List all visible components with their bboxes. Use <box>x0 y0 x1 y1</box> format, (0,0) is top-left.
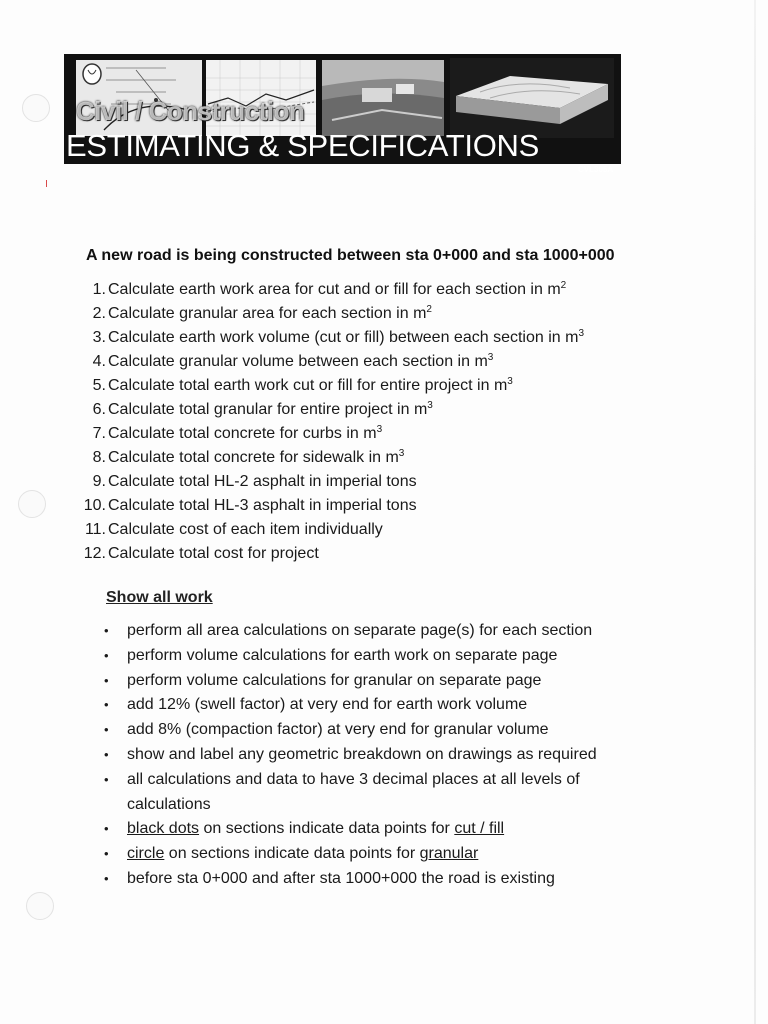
note-text: perform volume calculations for granular on separate page <box>127 671 542 689</box>
punch-hole-bottom <box>26 892 54 920</box>
list-item <box>104 619 664 644</box>
unit-exponent: 3 <box>507 376 513 387</box>
banner-title: ESTIMATING & SPECIFICATIONS <box>66 128 540 163</box>
task-description: Calculate earth work area for cut and or fill for each section in m <box>108 281 561 298</box>
task-number: 4. <box>92 353 106 370</box>
task-number: 8. <box>92 449 106 466</box>
task-item <box>68 398 584 422</box>
task-item <box>68 542 584 566</box>
bullet-icon: • <box>104 746 109 762</box>
banner-image-site-photo <box>322 60 444 136</box>
task-item <box>68 470 584 494</box>
task-description: Calculate cost of each item individually <box>108 521 383 538</box>
task-item <box>68 350 584 374</box>
bullet-icon: • <box>104 722 109 738</box>
unit-exponent: 3 <box>376 424 383 435</box>
page-edge <box>754 0 756 1024</box>
task-description: Calculate total HL-3 asphalt in imperial tons <box>108 497 417 514</box>
task-text <box>108 305 432 322</box>
notes-list <box>104 619 664 892</box>
task-description: Calculate total HL-2 asphalt in imperial tons <box>108 473 417 490</box>
punch-hole-middle <box>18 490 46 518</box>
list-item <box>104 718 664 743</box>
task-item <box>68 278 584 302</box>
task-item <box>68 422 584 446</box>
list-item <box>104 817 664 842</box>
note-text: add 12% (swell factor) at very end for earth work volume <box>127 696 528 714</box>
task-number: 1. <box>92 281 106 298</box>
red-mark <box>46 180 47 187</box>
task-text <box>108 425 382 442</box>
note-text: before sta 0+000 and after sta 1000+000 the road is existing <box>127 869 555 887</box>
task-number: 2. <box>92 305 106 322</box>
task-number: 3. <box>92 329 106 346</box>
task-number: 12. <box>83 545 106 562</box>
list-item <box>104 842 664 867</box>
cut-fill-term: cut / fill <box>454 820 505 838</box>
task-text <box>108 377 513 394</box>
unit-exponent: 3 <box>398 448 405 459</box>
black-dots-term: black dots <box>127 820 200 838</box>
unit-exponent: 2 <box>560 280 567 291</box>
bullet-icon: • <box>104 821 109 837</box>
task-text <box>108 473 417 490</box>
note-text: all calculations and data to have 3 decimal places at all levels of calculations <box>127 770 580 813</box>
note-text: perform all area calculations on separate page(s) for each section <box>127 622 593 639</box>
unit-exponent: 3 <box>578 328 584 339</box>
bullet-icon: • <box>104 697 109 713</box>
task-number: 7. <box>92 425 106 442</box>
bullet-icon: • <box>104 846 109 862</box>
show-all-work-heading: Show all work <box>106 589 213 606</box>
circle-term: circle <box>127 845 165 863</box>
task-description: Calculate earth work volume (cut or fill) between each section in m <box>108 329 579 346</box>
task-description: Calculate granular volume between each section in m <box>108 353 488 370</box>
note-text: on sections indicate data points for <box>199 820 455 838</box>
bullet-icon: • <box>104 672 109 688</box>
task-text <box>108 329 584 346</box>
list-item <box>104 768 637 818</box>
assignment-intro: A new road is being constructed between sta 0+000 and sta 1000+000 <box>86 247 615 264</box>
task-text <box>108 521 383 538</box>
task-description: Calculate total earth work cut or fill for entire project in m <box>108 377 508 394</box>
bullet-icon: • <box>104 870 109 886</box>
task-description: Calculate granular area for each section in m <box>108 305 427 322</box>
unit-exponent: 3 <box>487 352 494 363</box>
task-item <box>68 374 584 398</box>
task-text <box>108 353 493 370</box>
unit-exponent: 2 <box>426 304 432 315</box>
bullet-icon: • <box>104 623 109 638</box>
list-item <box>104 693 664 718</box>
punch-hole-top <box>22 94 50 122</box>
task-number: 10. <box>83 497 106 514</box>
bullet-icon: • <box>104 771 109 787</box>
task-text <box>108 545 319 562</box>
banner-image-3d-terrain <box>450 58 614 138</box>
note-text: show and label any geometric breakdown on drawings as required <box>127 745 597 763</box>
bullet-icon: • <box>104 647 109 663</box>
task-number: 6. <box>92 401 106 418</box>
task-description: Calculate total granular for entire project in m <box>108 401 428 418</box>
task-description: Calculate total cost for project <box>108 545 319 562</box>
task-item <box>68 446 584 470</box>
task-description: Calculate total concrete for sidewalk in m <box>108 449 399 466</box>
task-number: 5. <box>92 377 106 394</box>
unit-exponent: 3 <box>427 400 433 411</box>
task-item <box>68 518 584 542</box>
task-number: 11. <box>84 521 106 538</box>
list-item <box>104 669 664 694</box>
task-item <box>68 494 584 518</box>
list-item <box>104 867 664 892</box>
banner-subtitle: Civil / Construction <box>76 96 305 126</box>
granular-term: granular <box>419 845 479 863</box>
note-text: perform volume calculations for earth work on separate page <box>127 646 558 664</box>
course-code: CVL305A <box>578 165 614 174</box>
list-item <box>104 644 664 669</box>
list-item <box>104 743 664 768</box>
task-text <box>108 281 566 298</box>
task-description: Calculate total concrete for curbs in m <box>108 425 377 442</box>
task-list <box>68 278 584 566</box>
task-text <box>108 449 404 466</box>
task-number: 9. <box>92 473 106 490</box>
task-item <box>68 302 584 326</box>
note-text: on sections indicate data points for <box>164 845 420 863</box>
note-text: add 8% (compaction factor) at very end for granular volume <box>127 721 549 739</box>
task-item <box>68 326 584 350</box>
task-text <box>108 497 417 514</box>
task-text <box>108 401 433 418</box>
